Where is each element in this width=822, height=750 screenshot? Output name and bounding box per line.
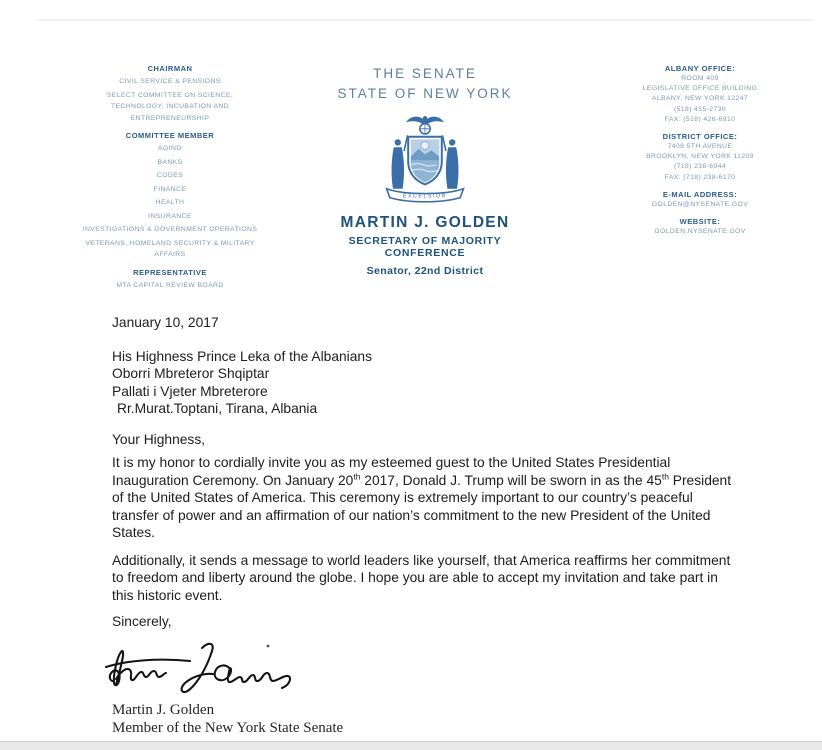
- ink-dot: [267, 644, 270, 647]
- website-heading: WEBSITE:: [679, 217, 721, 227]
- shield-icon: [408, 137, 442, 185]
- typed-signature-name: Martin J. Golden: [112, 701, 215, 718]
- letterhead-center: [308, 64, 542, 277]
- committee-item: VETERANS, HOMELAND SECURITY & MILITARY AFFAIRS: [85, 239, 255, 258]
- office-line: FAX: (718) 238-6170: [664, 173, 736, 181]
- justice-figure-icon: [443, 136, 459, 189]
- member-title: SECRETARY OF MAJORITY CONFERENCE: [348, 235, 502, 259]
- committee-item: CODES: [156, 172, 184, 179]
- committee-item: INSURANCE: [148, 212, 192, 220]
- scan-artifact-line: [38, 19, 814, 21]
- office-line: (718) 238-6044: [673, 163, 727, 171]
- ordinal-superscript: th: [661, 470, 669, 481]
- office-line: (518) 455-2730: [673, 105, 727, 113]
- senate-line-1: THE SENATE: [373, 66, 477, 81]
- office-line: FAX: (518) 426-6910: [664, 115, 736, 123]
- member-name: MARTIN J. GOLDEN: [340, 214, 510, 231]
- committee-item: BANKS: [157, 158, 183, 166]
- committee-item: CIVIL SERVICE & PENSIONS: [119, 78, 221, 85]
- committee-item: HEALTH: [155, 199, 185, 206]
- salutation: Your Highness,: [112, 431, 206, 447]
- page-bottom-edge: [0, 741, 822, 750]
- liberty-figure-icon: [392, 136, 408, 189]
- office-line: 7408 5TH AVENUE: [667, 143, 733, 151]
- committee-column: [52, 64, 288, 291]
- office-line: ROOM 409: [681, 75, 719, 82]
- recipient-line: Pallati i Vjeter Mbreterore: [112, 383, 268, 399]
- recipient-line: His Highness Prince Leka of the Albanians: [112, 348, 372, 364]
- office-line: ALBANY, NEW YORK 12247: [651, 95, 749, 103]
- senate-line-2: STATE OF NEW YORK: [337, 86, 513, 101]
- member-district: Senator, 22nd District: [366, 265, 484, 277]
- recipient-line: Rr.Murat.Toptani, Tirana, Albania: [117, 401, 318, 416]
- recipient-line: Oborri Mbreteror Shqiptar: [112, 366, 270, 381]
- para1-text: 2017, Donald J. Trump will be sworn in as the 45: [360, 472, 662, 488]
- committee-item: INVESTIGATIONS & GOVERNMENT OPERATIONS: [82, 226, 258, 233]
- email-value: GOLDEN@NYSENATE.GOV: [651, 200, 749, 208]
- para1-text: It is my honor to cordially invite you as my esteemed guest to the United States Presidential Inauguration Ceremony. On January 20: [112, 455, 671, 488]
- excelsior-banner: [387, 189, 464, 202]
- committee-item: AGING: [158, 145, 182, 152]
- office-line: LEGISLATIVE OFFICE BUILDING: [642, 85, 758, 93]
- recipient-address: [112, 348, 734, 418]
- offices-column: [612, 64, 788, 237]
- committee-member-heading: COMMITTEE MEMBER: [125, 131, 215, 140]
- email-heading: E-MAIL ADDRESS:: [662, 189, 738, 199]
- district-office-heading: DISTRICT OFFICE:: [662, 132, 738, 142]
- office-line: BROOKLYN, NEW YORK 11209: [646, 153, 754, 161]
- committee-item: SELECT COMMITTEE ON SCIENCE, TECHNOLOGY, INCUBATION AND ENTREPRENEURSHIP: [106, 91, 234, 122]
- committee-item: MTA CAPITAL REVIEW BOARD: [116, 281, 224, 289]
- ordinal-superscript: th: [353, 470, 361, 481]
- ny-state-seal-icon: [377, 108, 473, 212]
- website-value: GOLDEN.NYSENATE.GOV: [654, 228, 746, 236]
- chairman-heading: CHAIRMAN: [147, 64, 193, 73]
- letter-date: January 10, 2017: [112, 315, 219, 330]
- albany-office-heading: ALBANY OFFICE:: [664, 64, 736, 73]
- paragraph-2: Additionally, it sends a message to world leaders like yourself, that America reaffirms her commitment to freedom and liberty around the globe. I hope you are able to accept my invitation and take part in this historic event.: [112, 552, 731, 603]
- paragraph-1: [112, 454, 734, 542]
- typed-signature-title: Member of the New York State Senate: [112, 720, 344, 736]
- closing: Sincerely,: [112, 614, 172, 629]
- seal-motto-text: EXCELSIOR: [402, 193, 448, 200]
- representative-heading: REPRESENTATIVE: [133, 267, 207, 277]
- para1-text: President of the United States of America. This ceremony is extremely important to our country’s peaceful transfer of power and an affirmation of our nation’s commitment to the new President of the United States.: [112, 472, 732, 540]
- signature-image: [98, 635, 308, 695]
- letter-body: [112, 314, 734, 738]
- committee-item: FINANCE: [153, 185, 187, 193]
